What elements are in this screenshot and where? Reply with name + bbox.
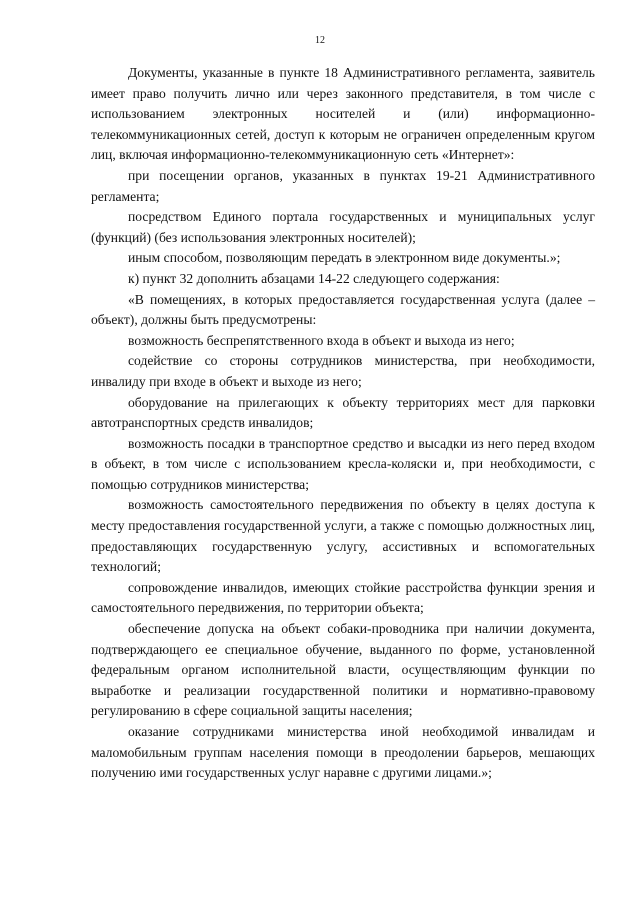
paragraph-parking: оборудование на прилегающих к объекту территориях мест для парковки автотранспортных средств инвалидов; bbox=[91, 394, 595, 431]
paragraph-escort: сопровождение инвалидов, имеющих стойкие расстройства функции зрения и самостоятельного передвижения, по территории объекта; bbox=[91, 579, 595, 616]
paragraph-premises: «В помещениях, в которых предоставляется государственная услуга (далее – объект), должны быть предусмотрены: bbox=[91, 291, 595, 328]
paragraph-guide-dog: обеспечение допуска на объект собаки-проводника при наличии документа, подтверждающего ее специальное обучение, выданного по форме, установленной федеральным органом исполнительной власти, осуществляющим функции по выработке и реализации государственной политики и нормативно-правовому регулированию в сфере социальной защиты населения; bbox=[91, 621, 595, 719]
paragraph-independent-movement: возможность самостоятельного передвижения по объекту в целях доступа к месту предоставления государственной услуги, а также с помощью должностных лиц, предоставляющих государственную услугу, ассистивных и вспомогательных технологий; bbox=[91, 497, 595, 575]
document-body bbox=[91, 63, 595, 784]
paragraph-documents-receipt: Документы, указанные в пункте 18 Административного регламента, заявитель имеет право получить лично или через законного представителя, в том числе с использованием электронных носителей и (или) информационно-телекоммуникационных сетей, доступ к которым не ограничен определенным кругом лиц, включая информационно-телекоммуникационную сеть «Интернет»: bbox=[91, 65, 595, 163]
paragraph-vehicle-boarding: возможность посадки в транспортное средство и высадки из него перед входом в объект, в том числе с использованием кресла-коляски и, при необходимости, с помощью сотрудников министерства; bbox=[91, 435, 595, 492]
paragraph-visit-organs: при посещении органов, указанных в пунктах 19-21 Административного регламента; bbox=[91, 167, 595, 204]
page-number: 12 bbox=[315, 35, 325, 46]
paragraph-other-means: иным способом, позволяющим передать в электронном виде документы.»; bbox=[128, 250, 561, 266]
paragraph-entry-exit: возможность беспрепятственного входа в объект и выхода из него; bbox=[128, 332, 515, 348]
paragraph-other-assistance: оказание сотрудниками министерства иной необходимой инвалидам и маломобильным группам населения помощи в преодолении барьеров, мешающих получению ими государственных услуг наравне с другими лицами.»; bbox=[91, 724, 595, 781]
paragraph-item-32: к) пункт 32 дополнить абзацами 14-22 следующего содержания: bbox=[128, 270, 500, 286]
paragraph-unified-portal: посредством Единого портала государственных и муниципальных услуг (функций) (без использования электронных носителей); bbox=[91, 209, 595, 245]
paragraph-staff-assistance: содействие со стороны сотрудников министерства, при необходимости, инвалиду при входе в объект и выходе из него; bbox=[91, 353, 595, 389]
